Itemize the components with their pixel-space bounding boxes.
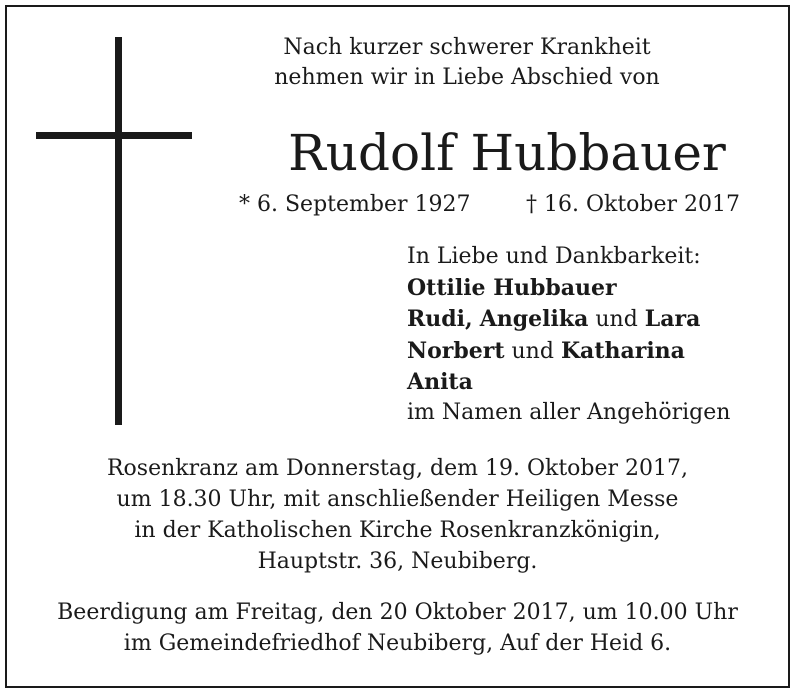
mourner-line-3 xyxy=(407,337,685,366)
rosary-line-2: um 18.30 Uhr, mit anschließender Heiligen Messe xyxy=(116,487,679,512)
mourner-name: Anita xyxy=(407,369,473,395)
intro-line-1: Nach kurzer schwerer Krankheit xyxy=(283,35,651,60)
mourner-line-1 xyxy=(407,274,617,303)
mourners-heading: In Liebe und Dankbarkeit: xyxy=(407,244,701,269)
intro-line-2: nehmen wir in Liebe Abschied von xyxy=(274,65,660,90)
birth-date: * 6. September 1927 xyxy=(239,192,471,217)
mourner-name: Norbert xyxy=(407,338,505,364)
conjunction: und xyxy=(595,307,638,332)
mourner-line-4 xyxy=(407,368,473,397)
mourner-name: Katharina xyxy=(560,338,685,364)
mourner-name: Ottilie Hubbauer xyxy=(407,275,617,301)
rosary-line-1: Rosenkranz am Donnerstag, dem 19. Oktober 2017, xyxy=(106,456,689,481)
obituary-notice xyxy=(5,5,790,688)
death-date: † 16. Oktober 2017 xyxy=(526,192,741,217)
mourner-name: Lara xyxy=(644,306,701,332)
rosary-line-4: Hauptstr. 36, Neubiberg. xyxy=(257,549,538,574)
mourners-closing: im Namen aller Angehörigen xyxy=(407,400,731,425)
funeral-line-1: Beerdigung am Freitag, den 20 Oktober 2017, um 10.00 Uhr xyxy=(57,600,738,625)
conjunction: und xyxy=(511,339,554,364)
mourner-line-2 xyxy=(407,305,700,334)
rosary-line-3: in der Katholischen Kirche Rosenkranzkönigin, xyxy=(134,518,661,543)
cross-icon-horizontal xyxy=(36,132,192,139)
funeral-line-2: im Gemeindefriedhof Neubiberg, Auf der Heid 6. xyxy=(123,631,672,656)
cross-icon-vertical xyxy=(115,37,122,425)
mourner-name: Rudi, xyxy=(407,306,473,332)
mourner-name: Angelika xyxy=(479,306,589,332)
deceased-name: Rudolf Hubbauer xyxy=(288,124,726,182)
